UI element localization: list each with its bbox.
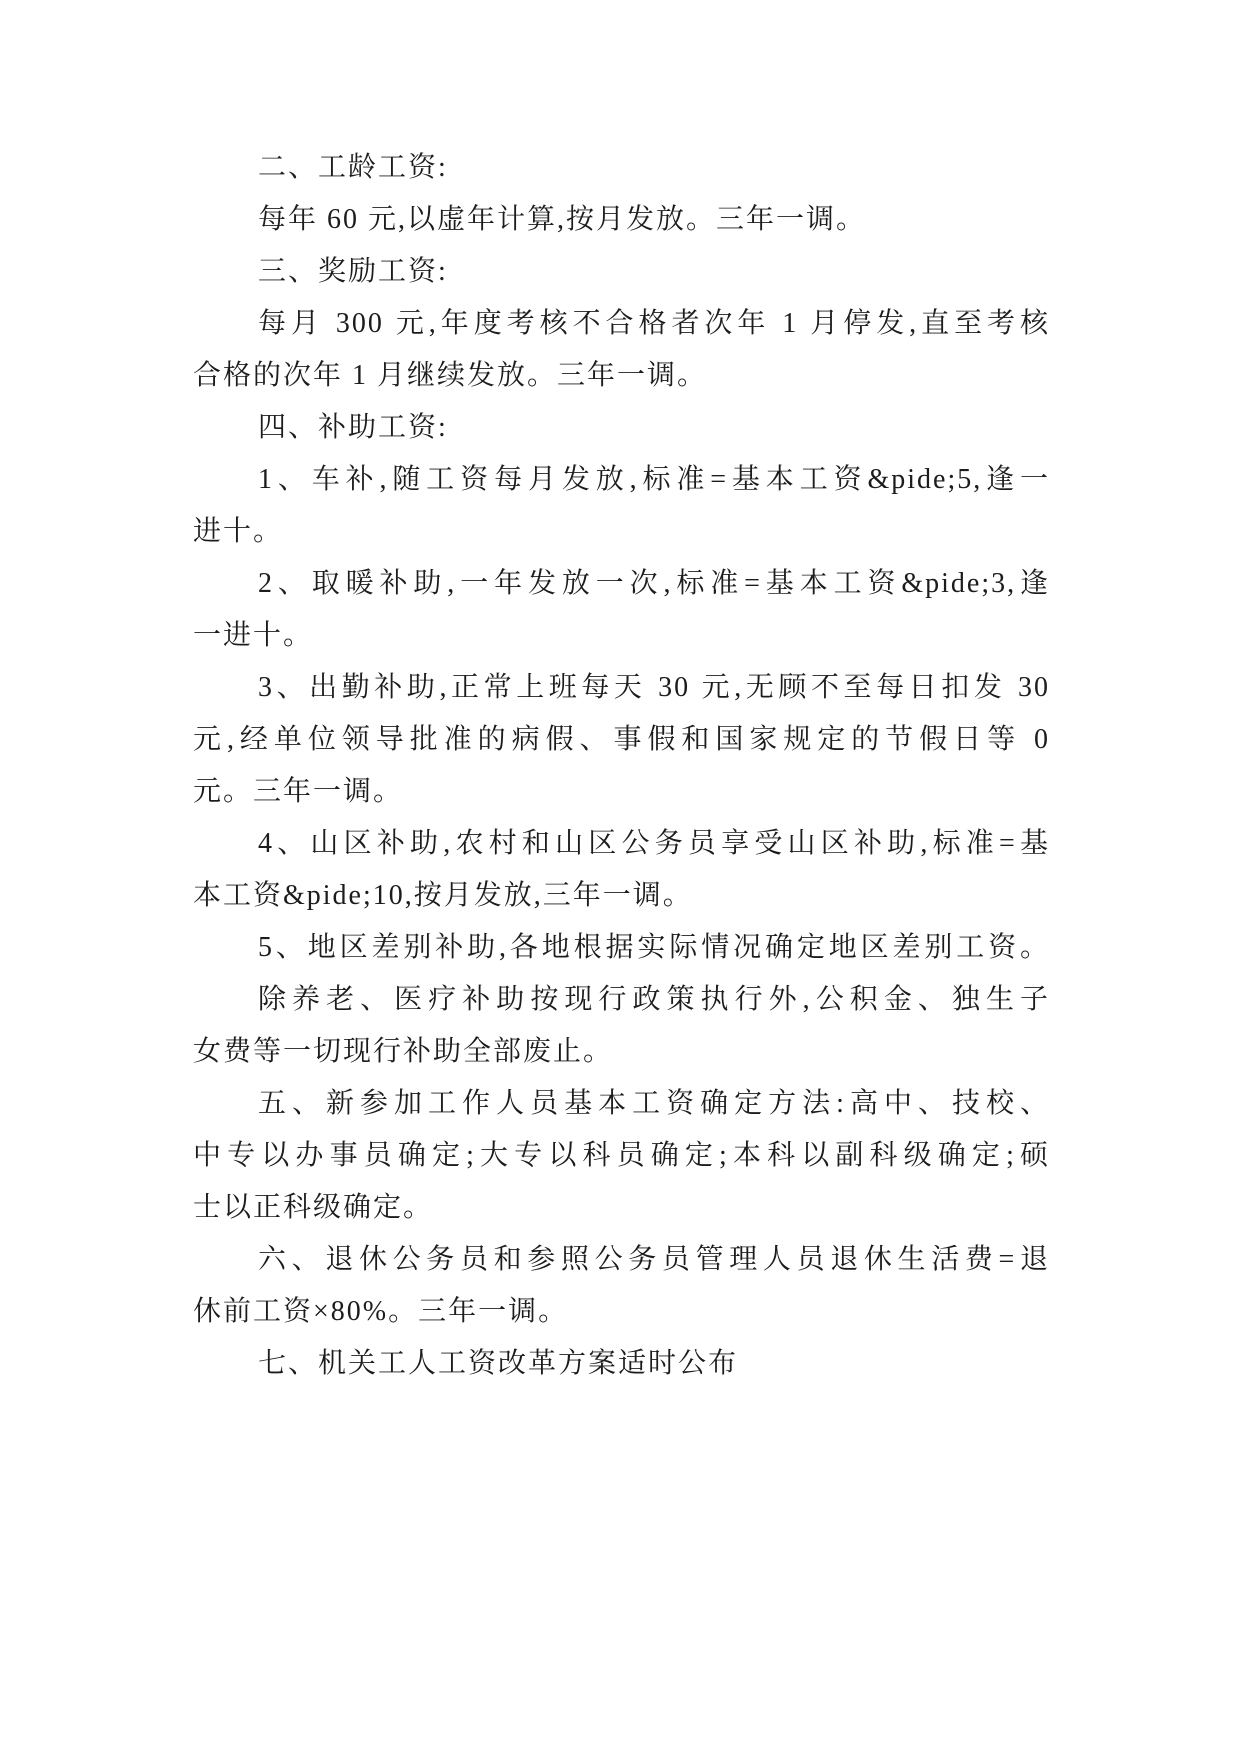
text-line: 合格的次年 1 月继续发放。三年一调。 — [193, 360, 708, 391]
text-line: 休前工资×80%。三年一调。 — [193, 1296, 569, 1327]
text-line: 三、奖励工资: — [258, 256, 448, 287]
text-line: 本工资&pide;10,按月发放,三年一调。 — [193, 880, 693, 911]
heading-subsidy-pay — [193, 402, 1050, 454]
paragraph — [193, 298, 1050, 402]
heading-seniority-pay — [193, 142, 1050, 194]
text-line: 元,经单位领导批准的病假、事假和国家规定的节假日等 0 — [193, 724, 1050, 755]
text-line: 每年 60 元,以虚年计算,按月发放。三年一调。 — [258, 204, 867, 235]
list-item — [193, 454, 1050, 558]
text-line: 1、车补,随工资每月发放,标准=基本工资&pide;5,逢一 — [258, 464, 1050, 495]
text-line: 5、地区差别补助,各地根据实际情况确定地区差别工资。 — [258, 932, 1050, 963]
text-line: 中专以办事员确定;大专以科员确定;本科以副科级确定;硕 — [193, 1140, 1050, 1171]
text-line: 女费等一切现行补助全部废止。 — [193, 1036, 614, 1067]
text-line: 元。三年一调。 — [193, 776, 404, 807]
document-body — [193, 142, 1050, 1390]
text-line: 进十。 — [193, 516, 284, 547]
text-line: 士以正科级确定。 — [193, 1192, 434, 1223]
paragraph — [193, 1234, 1050, 1338]
text-line: 二、工龄工资: — [258, 152, 448, 183]
heading-bonus-pay — [193, 246, 1050, 298]
list-item — [193, 922, 1050, 974]
paragraph — [193, 1338, 1050, 1390]
text-line: 一进十。 — [193, 620, 314, 651]
paragraph — [193, 974, 1050, 1078]
list-item — [193, 558, 1050, 662]
text-line: 除养老、医疗补助按现行政策执行外,公积金、独生子 — [258, 984, 1050, 1015]
text-line: 2、取暖补助,一年发放一次,标准=基本工资&pide;3,逢 — [258, 568, 1050, 599]
list-item — [193, 818, 1050, 922]
text-line: 四、补助工资: — [258, 412, 448, 443]
text-line: 3、出勤补助,正常上班每天 30 元,无顾不至每日扣发 30 — [258, 672, 1050, 703]
paragraph — [193, 194, 1050, 246]
text-line: 六、退休公务员和参照公务员管理人员退休生活费=退 — [258, 1244, 1050, 1275]
paragraph — [193, 1078, 1050, 1234]
text-line: 每月 300 元,年度考核不合格者次年 1 月停发,直至考核 — [258, 308, 1050, 339]
text-line: 七、机关工人工资改革方案适时公布 — [258, 1348, 739, 1379]
list-item — [193, 662, 1050, 818]
text-line: 4、山区补助,农村和山区公务员享受山区补助,标准=基 — [258, 828, 1050, 859]
text-line: 五、新参加工作人员基本工资确定方法:高中、技校、 — [258, 1088, 1050, 1119]
